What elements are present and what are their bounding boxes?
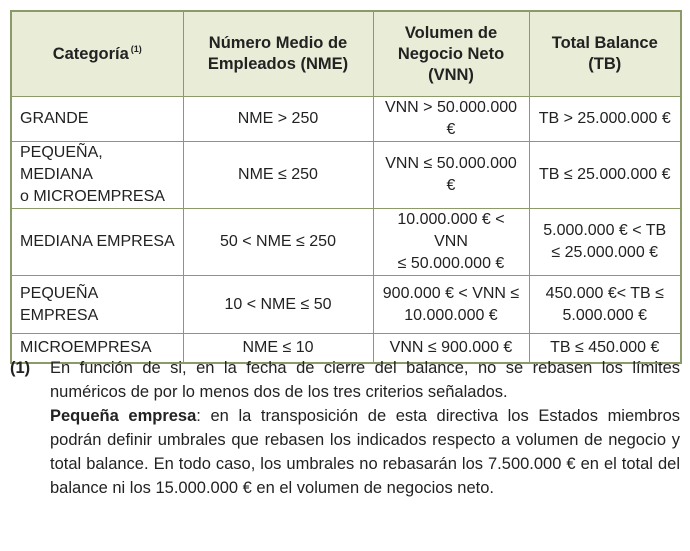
header-employees-line1: Número Medio de bbox=[208, 34, 348, 52]
table-row-pequena bbox=[11, 276, 681, 334]
cell-balance-line2: ≤ 25.000.000 € bbox=[551, 244, 659, 261]
cell-balance bbox=[529, 209, 681, 276]
cell-category-text: MEDIANA EMPRESA bbox=[20, 233, 175, 250]
header-turnover-line3: (VNN) bbox=[428, 65, 474, 84]
cell-employees-text: NME ≤ 10 bbox=[242, 339, 314, 356]
cell-category-line2: o MICROEMPRESA bbox=[20, 188, 165, 205]
footnote-bold-label: Pequeña empresa bbox=[50, 407, 197, 425]
cell-category bbox=[11, 97, 183, 142]
header-balance-line2: (TB) bbox=[588, 55, 622, 73]
header-category bbox=[11, 11, 183, 97]
cell-employees bbox=[183, 142, 373, 209]
cell-balance bbox=[529, 142, 681, 209]
cell-turnover bbox=[373, 209, 529, 276]
footnote-paragraph-1: En función de si, en la fecha de cierre del balance, no se rebasen los límites numéricos de por lo menos dos de los tres criterios señalados. bbox=[50, 359, 680, 401]
cell-turnover-text: VNN ≤ 50.000.000 € bbox=[385, 155, 517, 194]
table-row-grande bbox=[11, 97, 681, 142]
cell-turnover-line1: 900.000 € < VNN ≤ bbox=[382, 284, 520, 302]
cell-employees bbox=[183, 209, 373, 276]
header-turnover-line2: Negocio Neto bbox=[397, 44, 505, 63]
cell-balance-text: TB > 25.000.000 € bbox=[538, 110, 671, 127]
footnote-paragraph-2-text: : en la transposición de esta directiva los Estados miembros podrán definir umbrales que rebasen los indicados respecto a volumen de negocio y total balance. En todo caso, los umbrales no rebasarán los 7.500.000 € en el total del balance ni los 15.000.000 € en el volumen de negocios neto. bbox=[50, 407, 680, 497]
cell-balance-line1: 5.000.000 € < TB bbox=[543, 222, 667, 239]
cell-turnover-text: VNN > 50.000.000 € bbox=[384, 99, 518, 138]
header-row bbox=[11, 11, 681, 97]
cell-employees-text: 10 < NME ≤ 50 bbox=[224, 295, 332, 313]
cell-category-line1: PEQUEÑA, MEDIANA bbox=[20, 144, 103, 183]
company-size-table-container bbox=[10, 10, 680, 364]
footnote-paragraph-2 bbox=[50, 404, 680, 500]
cell-employees bbox=[183, 276, 373, 334]
cell-employees bbox=[183, 97, 373, 142]
cell-balance-text: TB ≤ 450.000 € bbox=[550, 339, 660, 356]
footnote-body bbox=[50, 356, 680, 500]
footnote bbox=[10, 356, 680, 500]
cell-balance bbox=[529, 97, 681, 142]
cell-balance-line2: 5.000.000 € bbox=[562, 306, 648, 324]
table-row-mediana bbox=[11, 209, 681, 276]
cell-turnover bbox=[373, 142, 529, 209]
header-balance-line1: Total Balance bbox=[551, 34, 658, 52]
footnote-marker: (1) bbox=[10, 359, 31, 377]
cell-balance bbox=[529, 276, 681, 334]
header-employees-line2: Empleados (NME) bbox=[207, 55, 349, 73]
cell-balance-line1: 450.000 €< TB ≤ bbox=[545, 284, 664, 302]
table-row-pyme bbox=[11, 142, 681, 209]
cell-category-text: GRANDE bbox=[20, 110, 89, 127]
cell-employees-text: NME ≤ 250 bbox=[238, 166, 318, 183]
cell-turnover-line1: 10.000.000 € < VNN bbox=[397, 211, 505, 250]
cell-category bbox=[11, 276, 183, 334]
cell-turnover-text: VNN ≤ 900.000 € bbox=[389, 339, 513, 356]
cell-employees-text: NME > 250 bbox=[237, 110, 319, 127]
cell-category-text: MICROEMPRESA bbox=[20, 339, 152, 356]
header-category-footnote-ref: (1) bbox=[130, 44, 142, 54]
cell-category bbox=[11, 142, 183, 209]
cell-balance-text: TB ≤ 25.000.000 € bbox=[538, 166, 671, 183]
header-employees bbox=[183, 11, 373, 97]
company-size-table bbox=[10, 10, 682, 364]
header-turnover-line1: Volumen de bbox=[404, 23, 498, 42]
cell-turnover bbox=[373, 276, 529, 334]
header-balance bbox=[529, 11, 681, 97]
cell-turnover bbox=[373, 97, 529, 142]
cell-category bbox=[11, 209, 183, 276]
cell-turnover-line2: ≤ 50.000.000 € bbox=[397, 255, 505, 272]
header-category-label: Categoría bbox=[52, 44, 129, 63]
cell-category-text: PEQUEÑA EMPRESA bbox=[20, 284, 99, 324]
cell-turnover-line2: 10.000.000 € bbox=[404, 306, 498, 324]
cell-employees-text: 50 < NME ≤ 250 bbox=[220, 233, 336, 250]
header-turnover bbox=[373, 11, 529, 97]
